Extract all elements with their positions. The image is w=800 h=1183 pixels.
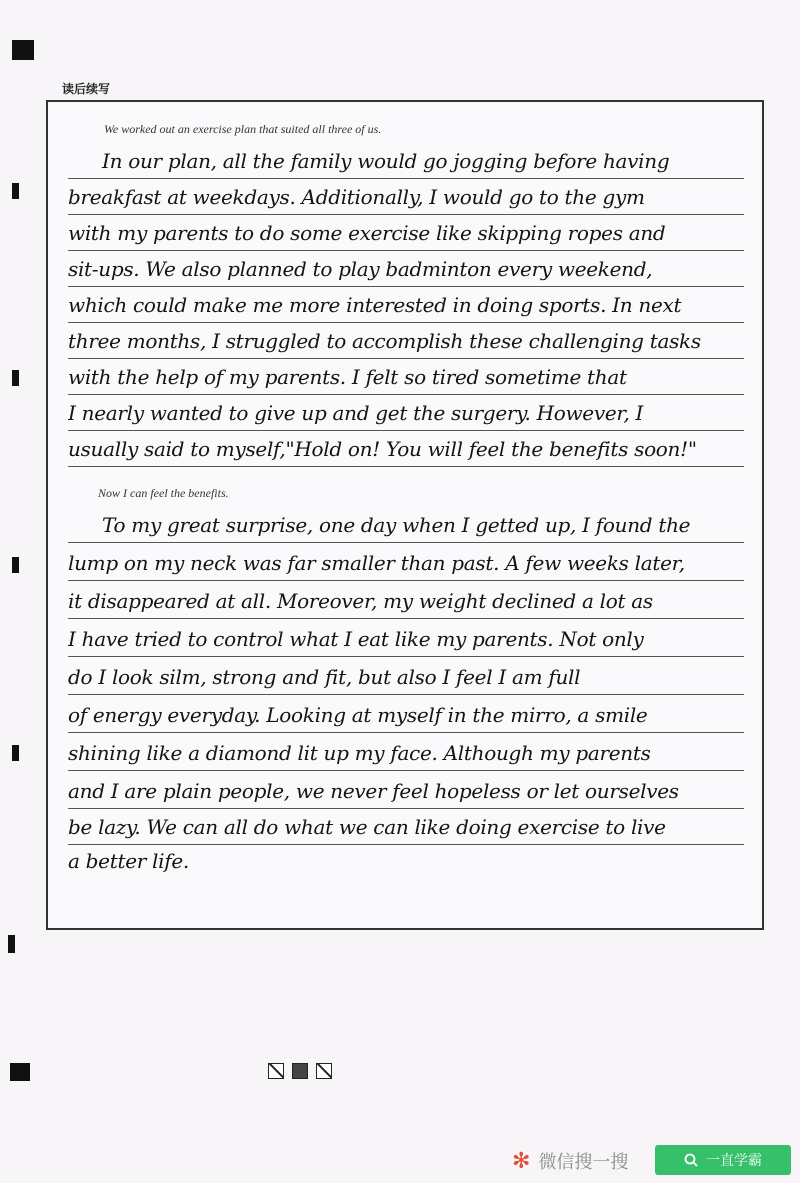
- registration-mark: [10, 1063, 30, 1081]
- handwritten-line: with my parents to do some exercise like skipping ropes and: [68, 216, 744, 251]
- handwritten-line: it disappeared at all. Moreover, my weight declined a lot as: [68, 584, 744, 619]
- timing-mark: [8, 935, 15, 953]
- timing-mark: [12, 745, 19, 761]
- handwritten-line: and I are plain people, we never feel hopeless or let ourselves: [68, 774, 744, 809]
- handwritten-line: be lazy. We can all do what we can like doing exercise to live: [68, 810, 744, 845]
- answer-option-boxes: [268, 1063, 332, 1079]
- handwritten-line: I nearly wanted to give up and get the surgery. However, I: [68, 396, 744, 431]
- watermark-search-label: 一直学霸: [706, 1153, 762, 1169]
- handwritten-line: In our plan, all the family would go jogging before having: [68, 144, 744, 179]
- watermark-brand: [512, 1148, 628, 1174]
- timing-mark: [12, 557, 19, 573]
- handwritten-line: lump on my neck was far smaller than past. A few weeks later,: [68, 546, 744, 581]
- filled-box-icon: [292, 1063, 308, 1079]
- watermark: [500, 1140, 800, 1183]
- timing-mark: [12, 370, 19, 386]
- timing-mark: [12, 183, 19, 199]
- handwritten-line: which could make me more interested in doing sports. In next: [68, 288, 744, 323]
- handwritten-line: shining like a diamond lit up my face. Although my parents: [68, 736, 744, 771]
- crossed-box-icon: [268, 1063, 284, 1079]
- weixin-search-logo-icon: ✻: [512, 1148, 531, 1174]
- handwritten-line: usually said to myself,"Hold on! You will feel the benefits soon!": [68, 432, 744, 467]
- handwritten-line: To my great surprise, one day when I getted up, I found the: [68, 508, 744, 543]
- handwritten-line: I have tried to control what I eat like my parents. Not only: [68, 622, 744, 657]
- answer-frame: [46, 100, 764, 930]
- search-icon: [684, 1153, 698, 1167]
- crossed-box-icon: [316, 1063, 332, 1079]
- handwritten-line: of energy everyday. Looking at myself in the mirro, a smile: [68, 698, 744, 733]
- handwritten-line: do I look silm, strong and fit, but also I feel I am full: [68, 660, 744, 695]
- watermark-search-button[interactable]: [655, 1145, 791, 1175]
- registration-mark: [12, 40, 34, 60]
- section-title: 读后续写: [62, 82, 111, 96]
- handwritten-line: a better life.: [68, 849, 189, 873]
- paragraph1-prompt: We worked out an exercise plan that suited all three of us.: [104, 122, 382, 136]
- handwritten-line: sit-ups. We also planned to play badminton every weekend,: [68, 252, 744, 287]
- watermark-brand-label: 微信搜一搜: [538, 1152, 629, 1173]
- handwritten-line: breakfast at weekdays. Additionally, I would go to the gym: [68, 180, 744, 215]
- handwritten-line: with the help of my parents. I felt so tired sometime that: [68, 360, 744, 395]
- paragraph2-prompt: Now I can feel the benefits.: [98, 486, 229, 500]
- handwritten-line: three months, I struggled to accomplish these challenging tasks: [68, 324, 744, 359]
